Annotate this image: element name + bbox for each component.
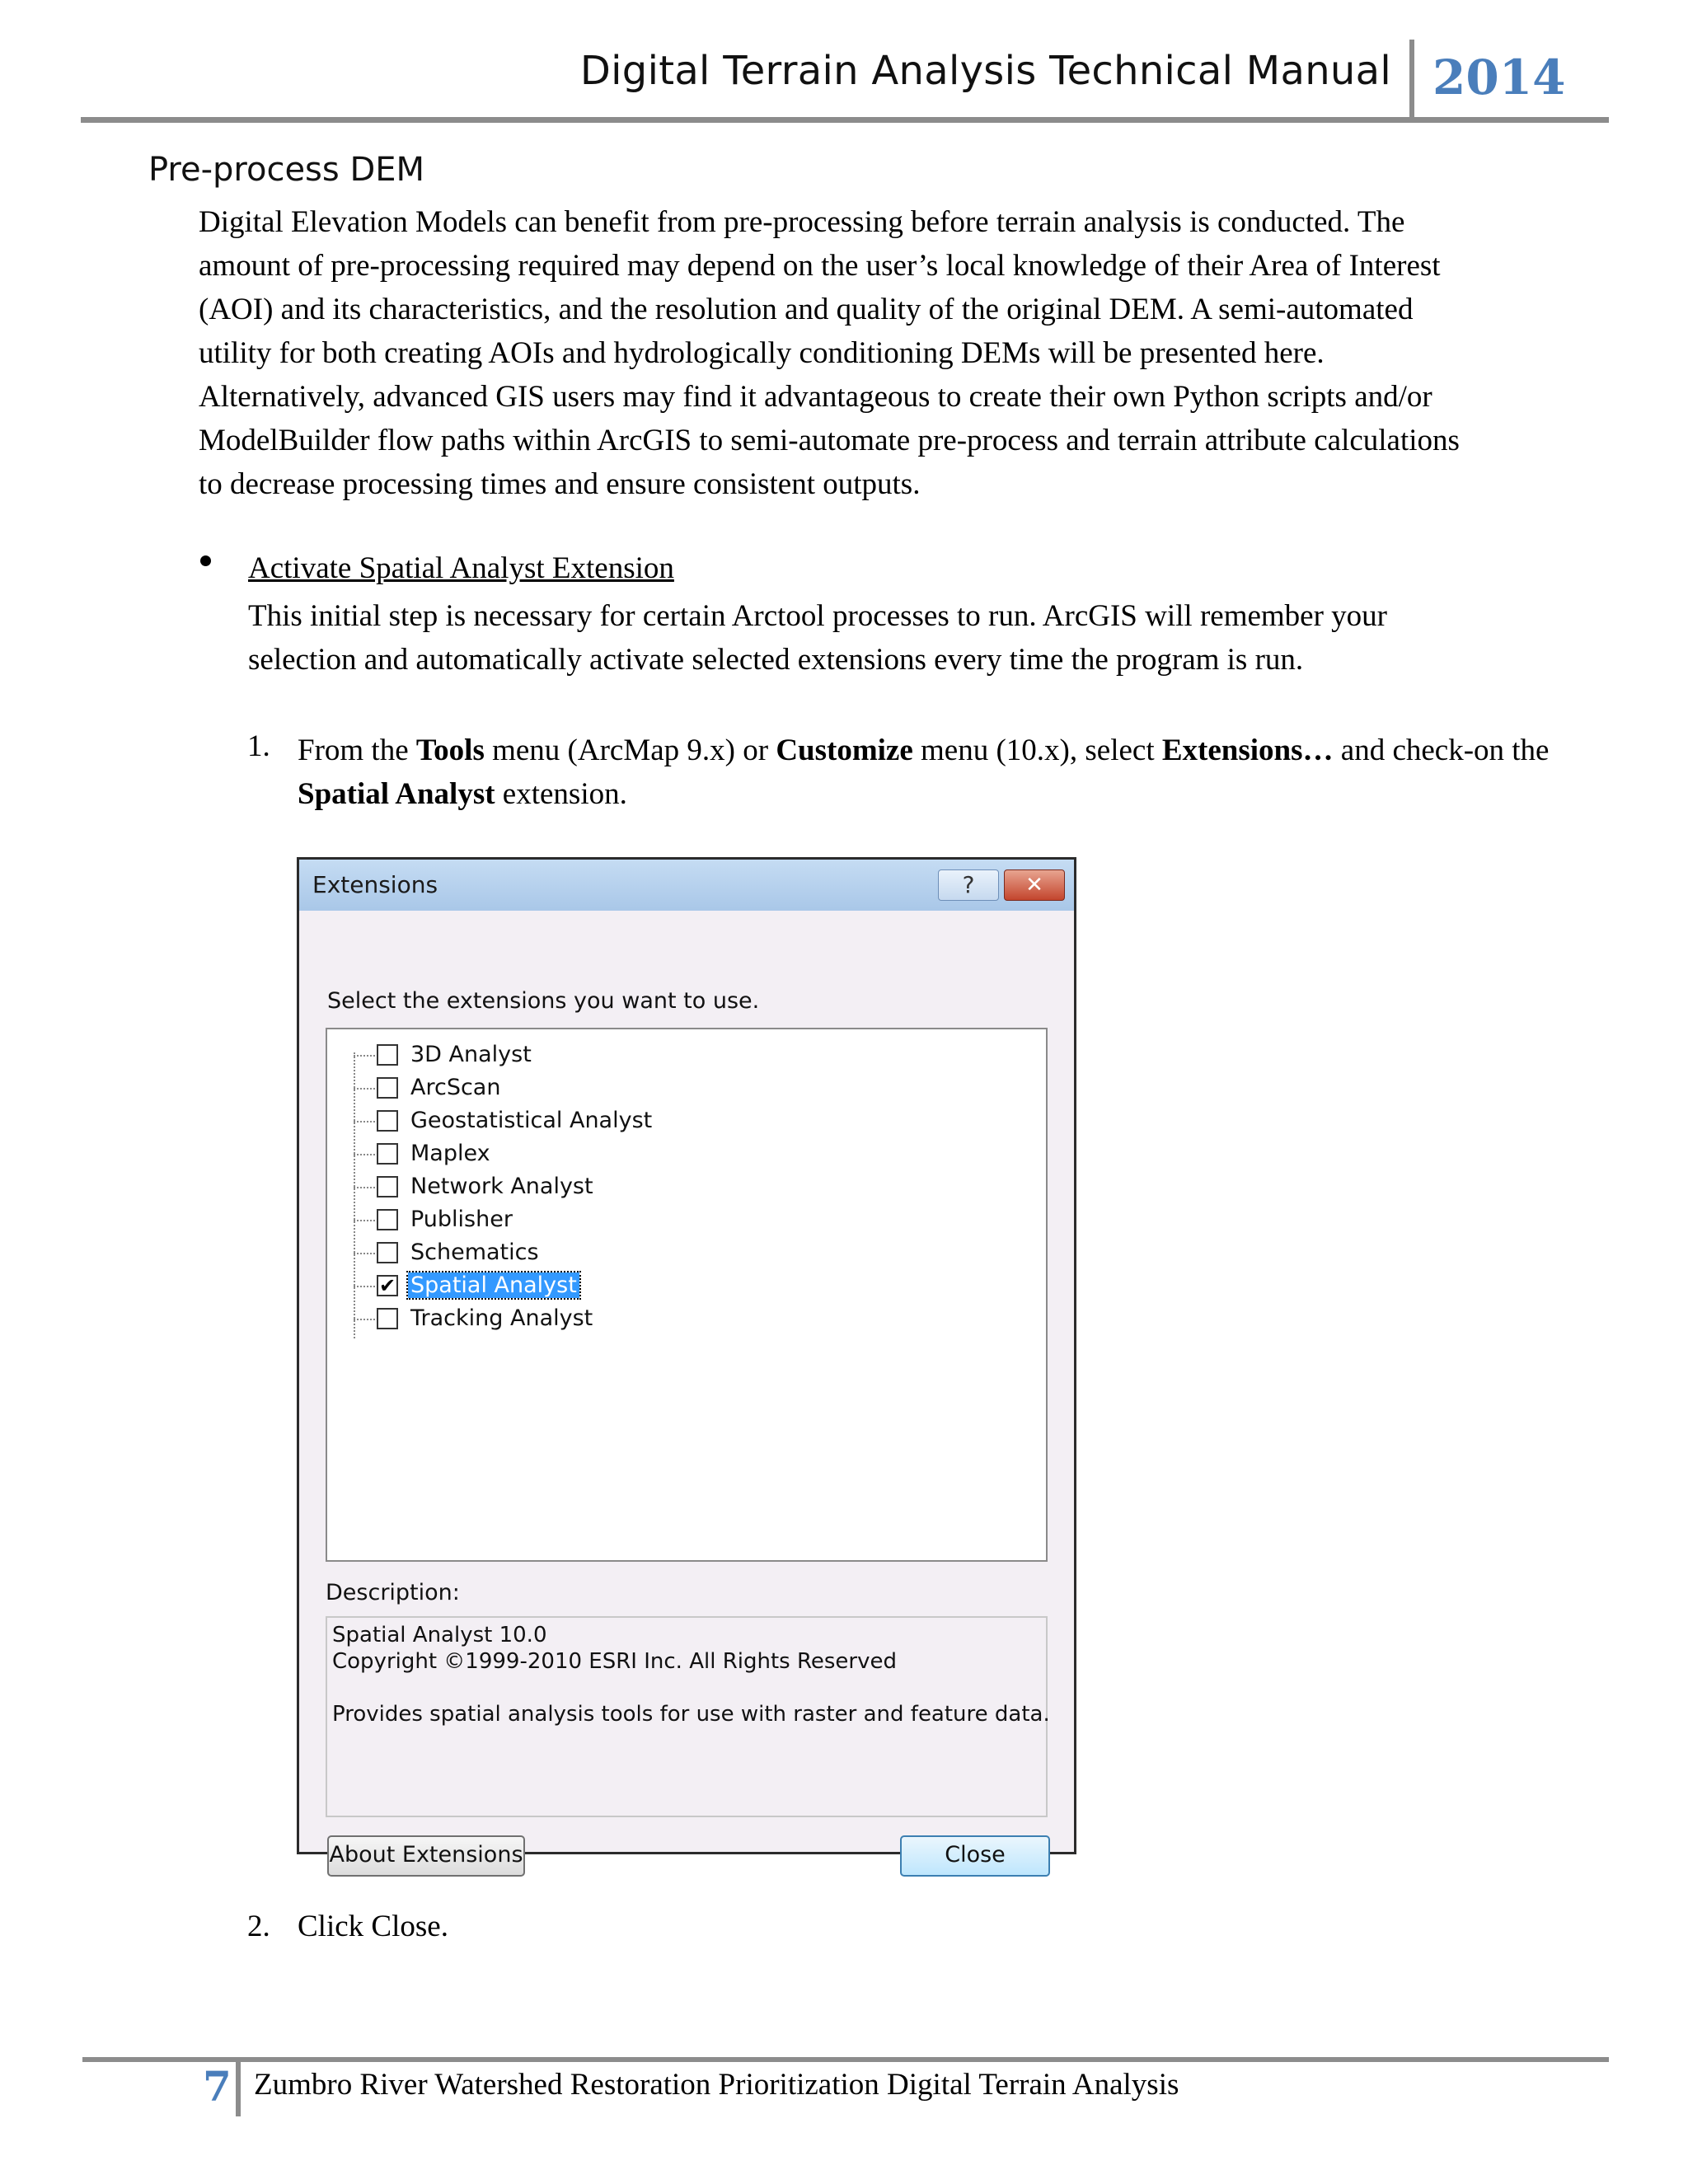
step-text-part: menu (10.x), select <box>912 733 1162 767</box>
extension-label: Spatial Analyst <box>408 1272 579 1298</box>
step-text-part: From the <box>298 733 416 767</box>
about-extensions-button[interactable]: About Extensions <box>327 1835 525 1877</box>
dialog-prompt: Select the extensions you want to use. <box>327 988 760 1014</box>
footer-separator <box>236 2062 241 2116</box>
close-button[interactable]: Close <box>900 1835 1050 1877</box>
intro-line: (AOI) and its characteristics, and the resolution and quality of the original DEM. A semi-automated <box>199 293 1414 326</box>
extension-checkbox[interactable] <box>377 1143 398 1165</box>
tree-connector <box>354 1319 375 1320</box>
intro-line: ModelBuilder flow paths within ArcGIS to semi-automate pre-process and terrain attribute calculations <box>199 424 1460 457</box>
extension-item[interactable] <box>354 1204 848 1237</box>
step-2-text: Click Close. <box>298 1910 448 1943</box>
extension-checkbox[interactable] <box>377 1308 398 1329</box>
description-box <box>326 1616 1048 1817</box>
step-text-part: and check-on the <box>1333 733 1550 767</box>
bullet-icon <box>200 555 211 566</box>
extension-checkbox[interactable] <box>377 1242 398 1263</box>
step-1-text <box>298 729 1583 816</box>
intro-line: utility for both creating AOIs and hydrologically conditioning DEMs will be presented here. <box>199 336 1325 370</box>
tree-connector <box>354 1121 375 1122</box>
extension-label: Publisher <box>410 1207 513 1232</box>
extension-item[interactable] <box>354 1105 848 1138</box>
extension-label: ArcScan <box>410 1075 501 1100</box>
extension-item[interactable] <box>354 1270 848 1303</box>
step-text-part: Tools <box>415 733 485 767</box>
section-heading: Pre-process DEM <box>148 151 425 189</box>
extension-checkbox[interactable] <box>377 1044 398 1066</box>
bullet-title: Activate Spatial Analyst Extension <box>248 551 674 585</box>
tree-connector <box>354 1088 375 1090</box>
tree-connector <box>354 1055 375 1057</box>
page-number: 7 <box>203 2062 232 2111</box>
footer-rule <box>82 2057 1609 2062</box>
extensions-dialog <box>297 857 1076 1868</box>
extension-checkbox[interactable] <box>377 1077 398 1099</box>
step-text-part: Spatial Analyst <box>298 777 495 811</box>
help-button[interactable]: ? <box>938 869 999 901</box>
description-line: Spatial Analyst 10.0 <box>332 1623 547 1647</box>
extension-item[interactable] <box>354 1138 848 1171</box>
step-text-part: menu (ArcMap 9.x) or <box>484 733 776 767</box>
tree-connector <box>354 1187 375 1188</box>
tree-connector <box>354 1253 375 1254</box>
intro-line: Alternatively, advanced GIS users may find it advantageous to create their own Python scripts and/or <box>199 380 1432 414</box>
extension-label: Network Analyst <box>410 1174 593 1199</box>
extension-checkbox[interactable] <box>377 1110 398 1132</box>
extension-label: Tracking Analyst <box>410 1305 593 1331</box>
bullet-body <box>248 594 1583 682</box>
header-rule <box>81 117 1609 123</box>
close-window-button[interactable]: ✕ <box>1004 869 1065 901</box>
extension-label: Schematics <box>410 1240 539 1265</box>
extension-item[interactable] <box>354 1072 848 1105</box>
running-header-title: Digital Terrain Analysis Technical Manual <box>579 48 1391 94</box>
extensions-list[interactable] <box>326 1028 1048 1562</box>
extension-label: 3D Analyst <box>410 1042 532 1067</box>
dialog-titlebar <box>299 860 1074 911</box>
extension-item[interactable] <box>354 1171 848 1204</box>
extension-label: Geostatistical Analyst <box>410 1108 653 1133</box>
intro-line: amount of pre-processing required may depend on the user’s local knowledge of their Area of Interest <box>199 249 1441 283</box>
dialog-content <box>299 911 1074 1868</box>
step-text-part: Customize <box>776 733 913 767</box>
footer-text: Zumbro River Watershed Restoration Prioritization Digital Terrain Analysis <box>254 2068 1179 2102</box>
description-line: Copyright ©1999-2010 ESRI Inc. All Rights Reserved <box>332 1649 897 1674</box>
extension-checkbox[interactable]: ✔ <box>377 1275 398 1296</box>
intro-line: Digital Elevation Models can benefit from pre-processing before terrain analysis is conducted. The <box>199 205 1405 239</box>
description-label: Description: <box>326 1580 460 1605</box>
extension-item[interactable] <box>354 1039 848 1072</box>
description-line: Provides spatial analysis tools for use with raster and feature data. <box>332 1702 1050 1727</box>
tree-connector <box>354 1154 375 1155</box>
header-year: 2014 <box>1432 49 1566 105</box>
bullet-line: This initial step is necessary for certain Arctool processes to run. ArcGIS will remember your <box>248 599 1387 633</box>
extension-item[interactable] <box>354 1237 848 1270</box>
step-text-part: extension. <box>495 777 627 811</box>
intro-paragraph <box>199 200 1600 506</box>
intro-line: to decrease processing times and ensure consistent outputs. <box>199 467 921 501</box>
step-text-part: Extensions… <box>1161 733 1334 767</box>
step-number: 1. <box>247 729 270 763</box>
extension-checkbox[interactable] <box>377 1176 398 1197</box>
bullet-line: selection and automatically activate selected extensions every time the program is run. <box>248 643 1304 677</box>
tree-connector <box>354 1286 375 1287</box>
dialog-title: Extensions <box>312 871 438 898</box>
extension-label: Maplex <box>410 1141 490 1166</box>
extension-checkbox[interactable] <box>377 1209 398 1230</box>
header-separator <box>1409 40 1414 118</box>
tree-connector <box>354 1220 375 1221</box>
step-number: 2. <box>247 1910 270 1943</box>
extension-item[interactable] <box>354 1303 848 1336</box>
